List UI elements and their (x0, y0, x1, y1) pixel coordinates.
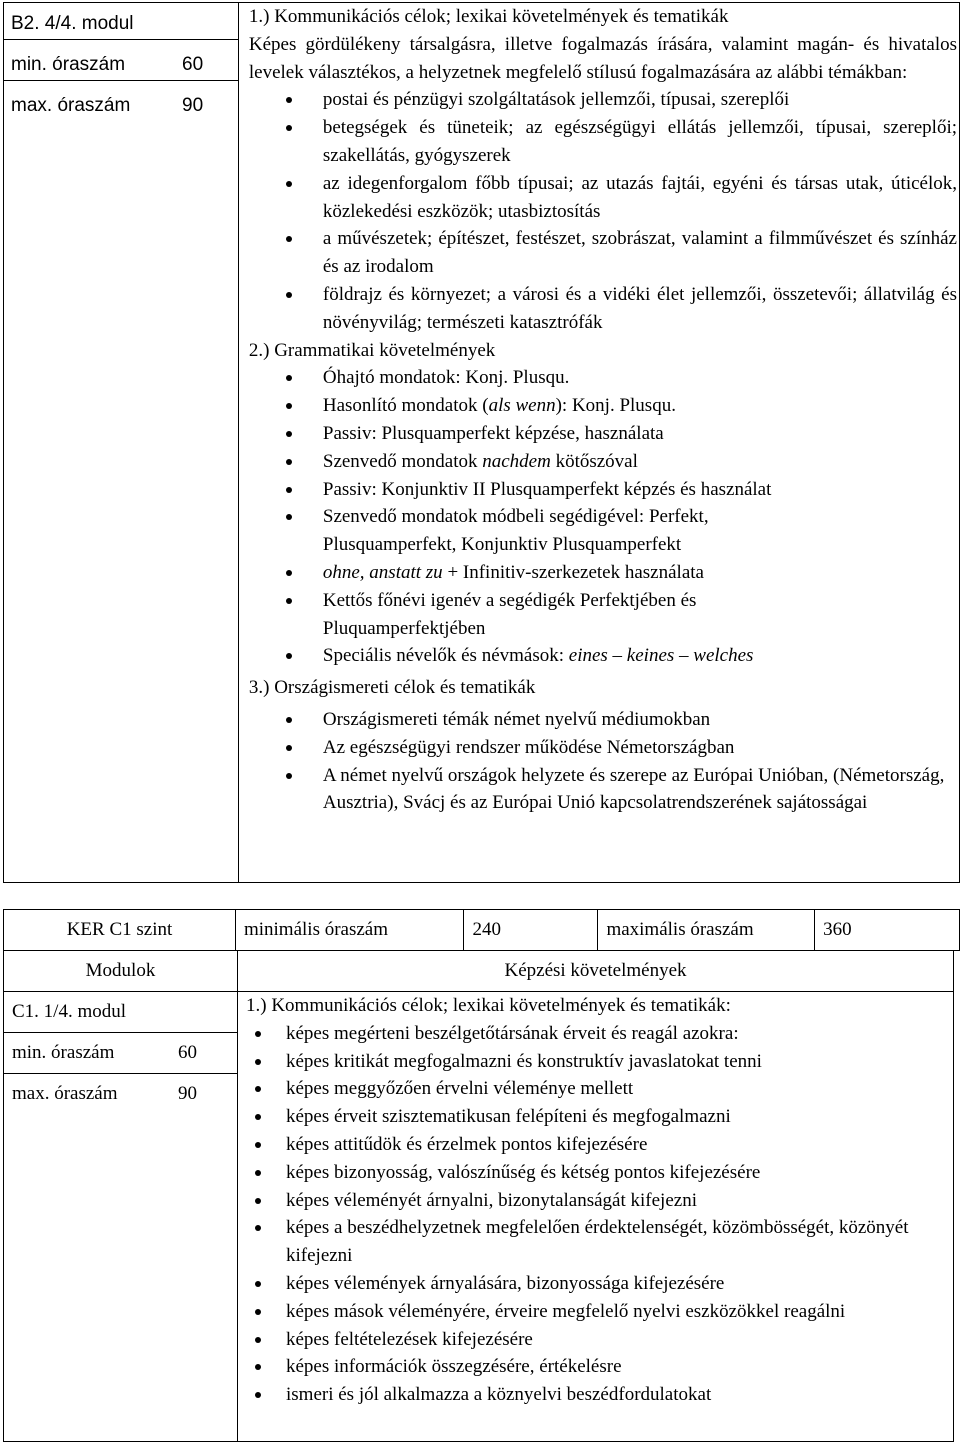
divider (3, 39, 239, 40)
list-item: Hasonlító mondatok (als wenn): Konj. Plusqu. (323, 392, 957, 420)
list-item: betegségek és tüneteik; az egészségügyi ellátás jellemzői, típusai, szereplői; szakellátás, gyógyszerek (323, 114, 957, 170)
list-item: képes kritikát megfogalmazni és konstruktív javaslatokat tenni (286, 1048, 951, 1076)
list-item: képes bizonyosság, valószínűség és kétség pontos kifejezésére (286, 1159, 951, 1187)
b2-min-hours-label: min. óraszám (11, 53, 126, 75)
list-item: Óhajtó mondatok: Konj. Plusqu. (323, 364, 957, 392)
list-item: az idegenforgalom főbb típusai; az utazás fajtái, egyéni és társas utak, úticélok, közlekedési eszközök; utasbiztosítás (323, 170, 957, 226)
list-item: képes mások véleményére, érveire megfelelő nyelvi eszközökkel reagálni (286, 1298, 951, 1326)
list-item: ismeri és jól alkalmazza a köznyelvi beszédfordulatokat (286, 1381, 951, 1409)
c1-level-header-table (3, 909, 960, 951)
list-item: postai és pénzügyi szolgáltatások jellemzői, típusai, szereplői (323, 86, 957, 114)
b2-module-meta-cell (4, 3, 239, 883)
b2-max-hours-row (4, 85, 238, 126)
c1-max-hours-title: maximális óraszám (598, 910, 815, 951)
list-item: A német nyelvű országok helyzete és szerepe az Európai Unióban, (Németország, Ausztria), Svácj és az Európai Unió kapcsolatrendszerének sajátosságai (323, 762, 957, 818)
list-item: Passiv: Konjunktiv II Plusquamperfekt képzés és használat (323, 476, 957, 504)
list-item: képes a beszédhelyzetnek megfelelően érdektelenségét, közömbösségét, közönyét kifejezni (286, 1214, 951, 1270)
requirements-column-header: Képzési követelmények (238, 951, 954, 992)
b2-section1-list (249, 86, 957, 336)
list-item: Speciális névelők és névmások: eines – keines – welches (323, 642, 957, 670)
c1-max-hours-total: 360 (815, 910, 960, 951)
divider (3, 80, 239, 81)
list-item: Országismereti témák német nyelvű médiumokban (323, 706, 957, 734)
b2-max-hours-label: max. óraszám (11, 94, 131, 116)
b2-section3-list (249, 706, 957, 817)
b2-section1-intro: Képes gördülékeny társalgásra, illetve fogalmazás írására, valamint magán- és hivatalos levelek választékos, a helyzetnek megfelelő stílusú fogalmazására az alábbi témákban: (248, 33, 957, 83)
modules-column-header: Modulok (4, 951, 238, 992)
b2-requirements-cell (238, 3, 959, 883)
list-item: Kettős főnévi igenév a segédigék Perfektjében és Pluquamperfektjében (323, 587, 957, 643)
c1-module-table (3, 950, 954, 1442)
c1-min-hours-title: minimális óraszám (235, 910, 463, 951)
c1-module-name-row (4, 992, 237, 1032)
list-item: képes feltételezések kifejezésére (286, 1326, 951, 1354)
list-item: Passiv: Plusquamperfekt képzése, használata (323, 420, 957, 448)
divider (3, 1073, 238, 1074)
c1-min-hours-row (4, 1032, 237, 1073)
c1-requirements-cell (238, 992, 954, 1442)
list-item: ohne, anstatt zu + Infinitiv-szerkezetek használata (323, 559, 957, 587)
b2-section2-title: 2.) Grammatikai követelmények (248, 339, 496, 361)
b2-module-meta (4, 3, 238, 126)
list-item: képes meggyőzően érvelni véleménye mellett (286, 1075, 951, 1103)
list-item: képes attitűdök és érzelmek pontos kifejezésére (286, 1131, 951, 1159)
list-item: képes információk összegzésére, értékelésre (286, 1353, 951, 1381)
list-item: képes érveit szisztematikusan felépíteni és megfogalmazni (286, 1103, 951, 1131)
b2-section2-list (249, 364, 957, 670)
c1-section1-title: 1.) Kommunikációs célok; lexikai követelmények és tematikák: (246, 995, 731, 1016)
c1-module-meta-cell (4, 992, 238, 1442)
b2-section1-title: 1.) Kommunikációs célok; lexikai követelmények és tematikák (248, 6, 729, 27)
b2-module-name: B2. 4/4. modul (11, 12, 134, 34)
c1-max-hours-value: 90 (178, 1082, 197, 1104)
b2-min-hours-row (4, 44, 238, 85)
c1-module-name: C1. 1/4. modul (12, 1001, 127, 1023)
list-item: képes megérteni beszélgetőtársának érveit és reagál azokra: (286, 1020, 951, 1048)
c1-level-label: KER C1 szint (4, 910, 236, 951)
list-item: képes véleményét árnyalni, bizonytalanságát kifejezni (286, 1187, 951, 1215)
list-item: Szenvedő mondatok nachdem kötőszóval (323, 448, 957, 476)
list-item: földrajz és környezet; a városi és a vidéki élet jellemzői, összetevői; állatvilág és növényvilág; természeti katasztrófák (323, 281, 957, 337)
b2-max-hours-value: 90 (182, 94, 204, 116)
list-item: Szenvedő mondatok módbeli segédigével: Perfekt, Plusquamperfekt, Konjunktiv Plusquamperfekt (323, 503, 957, 559)
list-item: képes vélemények árnyalására, bizonyossága kifejezésére (286, 1270, 951, 1298)
b2-section3-title: 3.) Országismereti célok és tematikák (248, 677, 536, 699)
list-item: a művészetek; építészet, festészet, szobrászat, valamint a filmművészet és színház és az irodalom (323, 225, 957, 281)
c1-min-hours-value: 60 (178, 1041, 197, 1063)
c1-module-meta (4, 992, 237, 1114)
divider (3, 1032, 238, 1033)
c1-max-hours-label: max. óraszám (12, 1082, 118, 1104)
c1-min-hours-total: 240 (464, 910, 598, 951)
b2-module-table (3, 2, 960, 883)
c1-requirements-list (246, 1020, 951, 1409)
c1-max-hours-row (4, 1073, 237, 1114)
list-item: Az egészségügyi rendszer működése Németországban (323, 734, 957, 762)
c1-min-hours-label: min. óraszám (12, 1041, 115, 1063)
b2-module-name-row (4, 3, 238, 44)
b2-min-hours-value: 60 (182, 53, 204, 75)
